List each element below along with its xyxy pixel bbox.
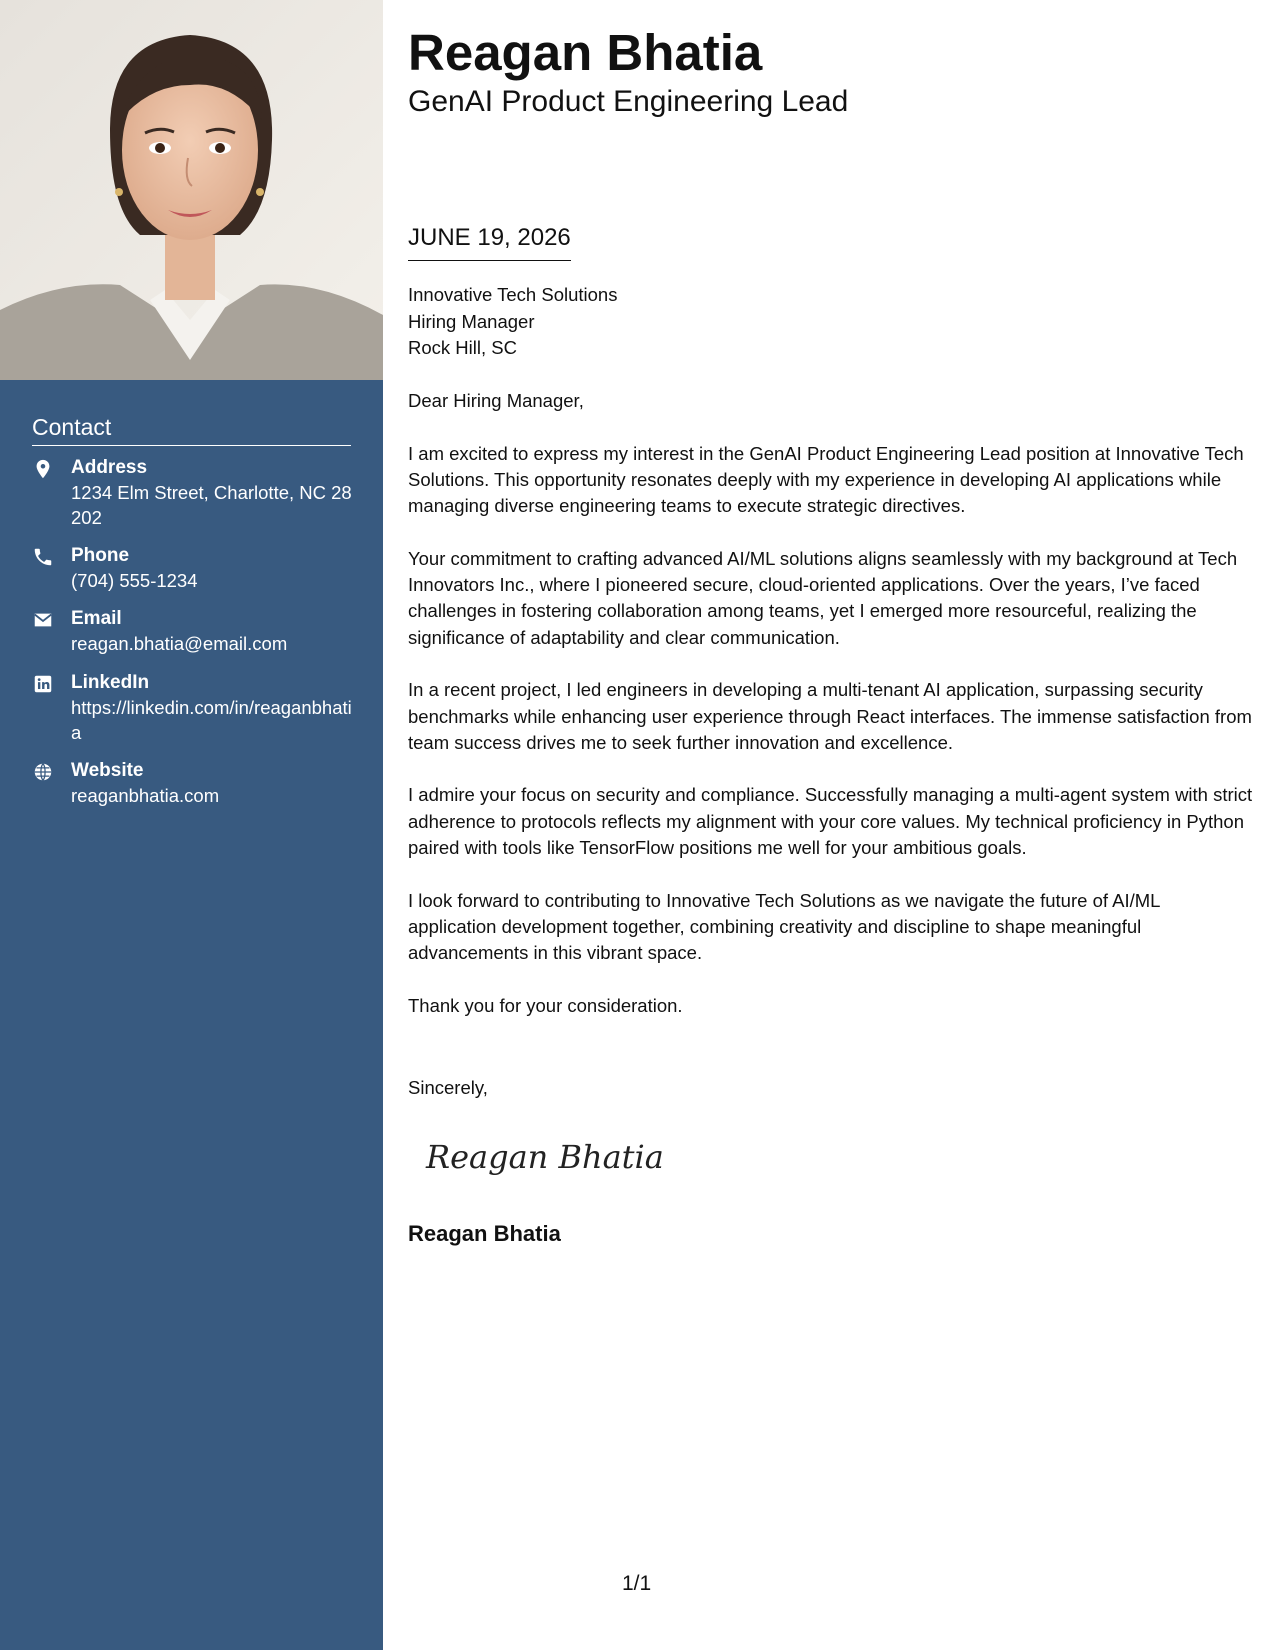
contact-address <box>32 456 352 530</box>
page-number: 1/1 <box>622 1572 652 1595</box>
envelope-icon <box>32 609 54 631</box>
profile-photo <box>0 0 383 380</box>
letter-date: JUNE 19, 2026 <box>408 222 571 261</box>
map-pin-icon <box>32 458 54 480</box>
contact-phone-value: (704) 555-1234 <box>71 570 198 591</box>
contact-linkedin-value[interactable]: https://linkedin.com/in/reaganbhatia <box>71 697 352 743</box>
letter-paragraph: I am excited to express my interest in the GenAI Product Engineering Lead position at Innovative Tech Solutions. This opportunity resonates deeply with my experience in developing AI applications while managing diverse engineering teams to execute strategic directives. <box>408 442 1244 517</box>
contact-phone-label: Phone <box>71 545 130 566</box>
recipient-company: Innovative Tech Solutions <box>408 284 618 305</box>
contact-email <box>32 607 352 656</box>
letter-body <box>408 388 1253 1045</box>
contact-address-label: Address <box>71 457 148 478</box>
letter-paragraph: I admire your focus on security and compliance. Successfully managing a multi-agent system with strict adherence to protocols reflects my alignment with your core values. My technical proficiency in Python paired with tools like TensorFlow positions me well for your ambitious goals. <box>408 784 1253 859</box>
recipient-role: Hiring Manager <box>408 310 535 332</box>
letter-paragraph: In a recent project, I led engineers in developing a multi-tenant AI application, surpassing security benchmarks while enhancing user experience through React interfaces. The immense satisfaction from team success drives me to seek further innovation and excellence. <box>408 679 1252 753</box>
letter-paragraph: Your commitment to crafting advanced AI/ML solutions aligns seamlessly with my background at Tech Innovators Inc., where I pioneered secure, cloud-oriented applications. Over the years, I’ve faced challenges in fostering collaboration among teams, yet I emerged more resourceful, realizing the significance of adaptability and clear communication. <box>408 547 1238 648</box>
letter-paragraph: I look forward to contributing to Innovative Tech Solutions as we navigate the future of AI/ML application development together, combining creativity and discipline to shape meaningful advancements in this vibrant space. <box>408 889 1160 964</box>
applicant-title: GenAI Product Engineering Lead <box>408 85 849 118</box>
contact-address-value: 1234 Elm Street, Charlotte, NC 28202 <box>71 482 352 528</box>
recipient-location: Rock Hill, SC <box>408 337 517 358</box>
applicant-name: Reagan Bhatia <box>408 24 763 81</box>
contact-heading: Contact <box>32 412 351 446</box>
contact-website <box>32 759 352 808</box>
contact-website-value[interactable]: reaganbhatia.com <box>71 785 220 806</box>
contact-phone <box>32 544 352 593</box>
letter-paragraph: Thank you for your consideration. <box>408 994 683 1016</box>
signature-text: Reagan Bhatia <box>426 1138 664 1176</box>
signature-image <box>422 1130 672 1182</box>
linkedin-icon <box>32 673 54 695</box>
recipient-block <box>408 282 617 362</box>
contact-linkedin-label: LinkedIn <box>71 672 150 693</box>
globe-icon <box>32 761 54 783</box>
contact-linkedin <box>32 671 352 745</box>
contact-email-label: Email <box>71 608 122 629</box>
contact-email-value[interactable]: reagan.bhatia@email.com <box>71 633 288 654</box>
closing: Sincerely, <box>408 1077 488 1098</box>
sidebar <box>0 0 383 1650</box>
signer-name: Reagan Bhatia <box>408 1221 561 1246</box>
contact-website-label: Website <box>71 760 144 781</box>
phone-icon <box>32 546 54 568</box>
salutation: Dear Hiring Manager, <box>408 390 584 411</box>
